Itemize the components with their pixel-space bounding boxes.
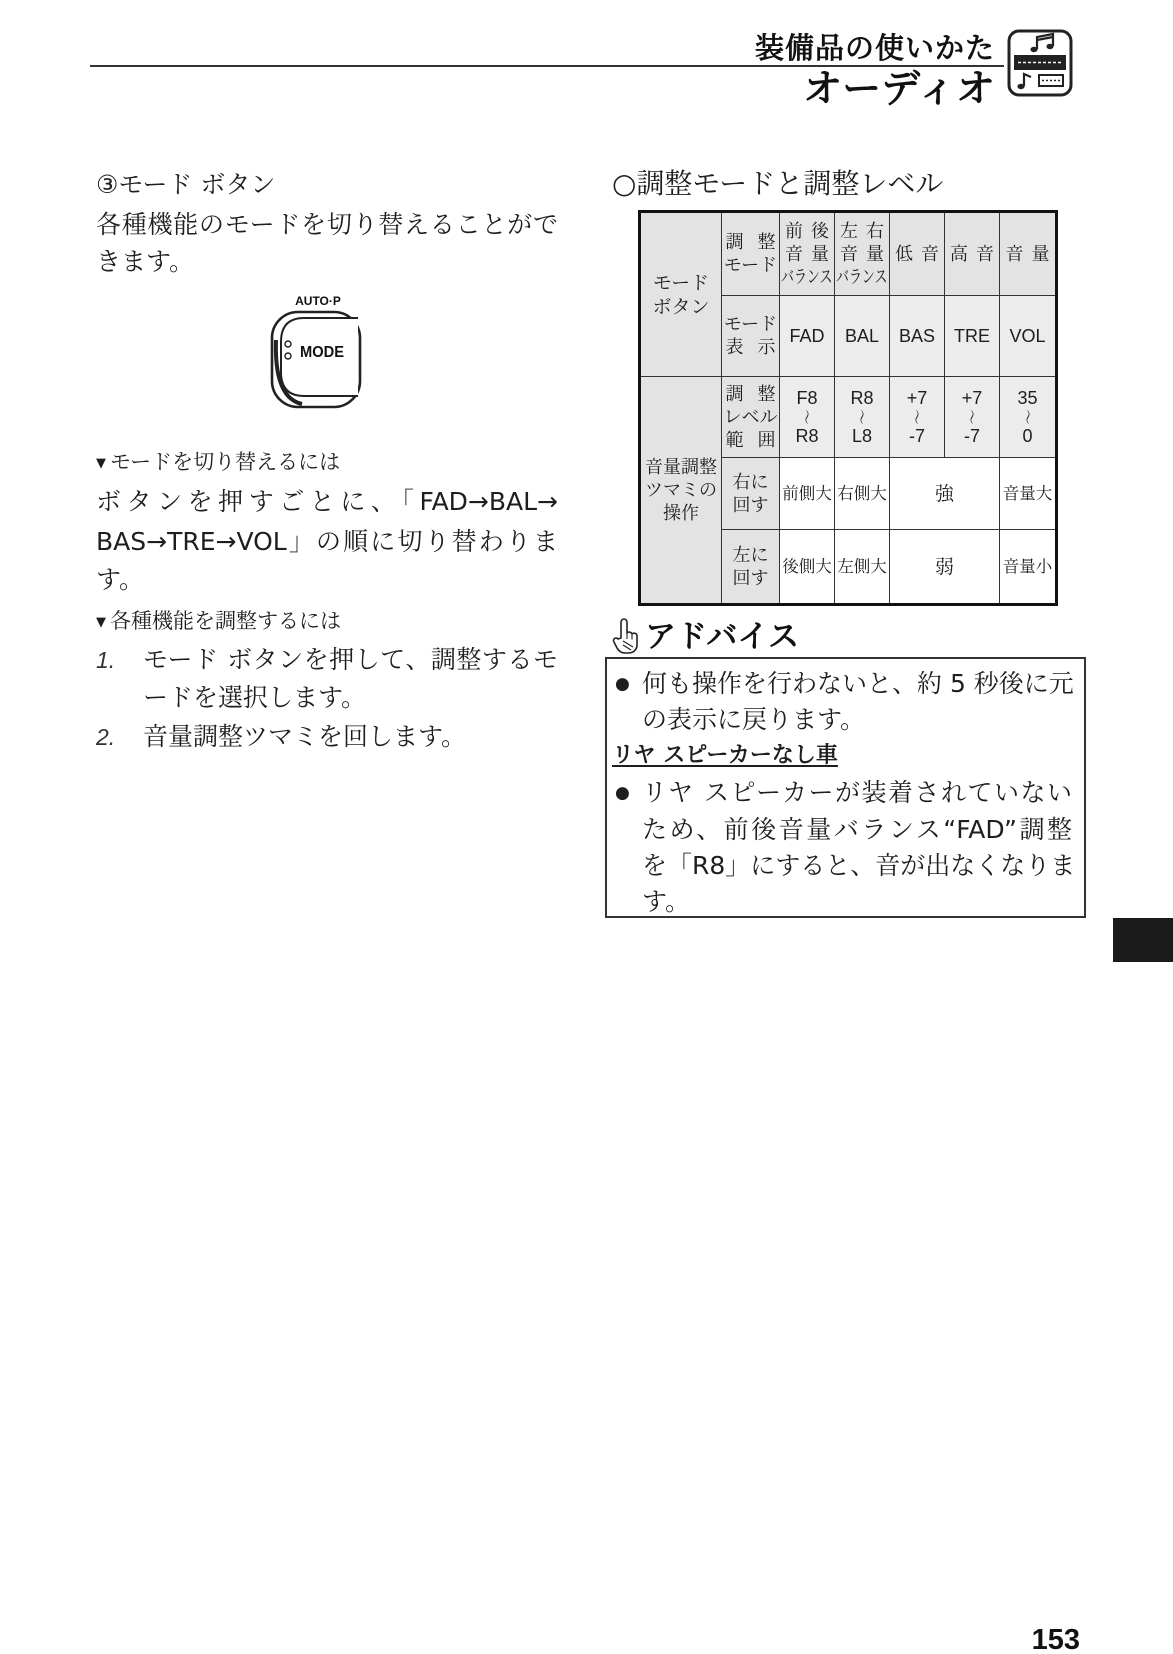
row-label-display: [722, 296, 780, 377]
column-header-bas: [890, 213, 945, 296]
range-cell: [945, 377, 1000, 458]
range-cell: [780, 377, 835, 458]
page-number: 153: [1031, 1624, 1080, 1654]
column-header-line: 前 後: [785, 220, 829, 242]
advice-line: す。: [642, 887, 691, 916]
indicator-dot: [285, 341, 291, 347]
step-number: 2.: [96, 724, 116, 750]
turn-left-cell: [835, 530, 890, 603]
switch-mode-line: ボタンを押すごとに、「FAD→BAL→: [96, 487, 558, 516]
mode-label: MODE: [300, 344, 345, 361]
row-label-line: 右に: [732, 471, 769, 493]
range-to: -7: [908, 426, 925, 446]
table-title: ○調整モードと調整レベル: [612, 167, 944, 200]
display-value: VOL: [1009, 326, 1046, 346]
row-label-line: 回す: [732, 567, 769, 589]
switch-mode-line: す。: [96, 565, 145, 594]
row-label-line: 範 囲: [725, 429, 776, 451]
row-label-mode: [722, 213, 780, 296]
tone-weak: 弱: [934, 555, 954, 578]
turn-left-cell: [780, 530, 835, 603]
tone-strong: 強: [934, 482, 954, 505]
display-value: BAS: [898, 326, 936, 346]
display-cell: [1000, 296, 1055, 377]
adjust-heading: [96, 609, 341, 635]
mode-button-illustration: [262, 290, 372, 415]
display-value: FAD: [789, 326, 825, 346]
advice-line: を「R8」にすると、音が出なくなりま: [642, 851, 1076, 880]
adjust-heading-text: 各種機能を調整するには: [110, 609, 341, 633]
bullet-icon: ●: [615, 783, 630, 803]
group-label-line: 音量調整: [645, 456, 717, 478]
group-label-line: ボタン: [652, 295, 710, 318]
display-value: TRE: [954, 326, 990, 346]
turn-right-tone-cell: [890, 458, 1000, 530]
range-separator: 〜: [1018, 409, 1037, 425]
row-label-turn-left: [722, 530, 780, 603]
advice-line: 何も操作を行わないと、約 5 秒後に元: [642, 669, 1074, 698]
advice-line: ため、前後音量バランス“FAD”調整: [642, 815, 1072, 844]
column-header-line: 音 量: [1005, 243, 1050, 265]
column-header-line: 高 音: [950, 243, 994, 265]
turn-left-value: 音量小: [1002, 556, 1053, 576]
row-label-line: レベル: [723, 406, 778, 428]
turn-right-value: 音量大: [1002, 483, 1053, 503]
group-mode-button: [641, 213, 722, 377]
column-header-line: 音 量: [785, 243, 829, 265]
turn-right-value: 前側大: [782, 483, 832, 503]
page-title: オーディオ: [803, 67, 995, 112]
turn-right-value: 右側大: [837, 483, 887, 503]
row-label-line: 左に: [732, 544, 769, 566]
column-header-vol: [1000, 213, 1055, 296]
column-header-tre: [945, 213, 1000, 296]
range-from: +7: [906, 388, 928, 408]
range-separator: 〜: [962, 409, 981, 425]
range-separator: 〜: [852, 409, 871, 425]
auto-p-label: AUTO·P: [295, 294, 341, 308]
turn-right-cell: [1000, 458, 1055, 530]
step-line: モード ボタンを押して、調整するモ: [143, 645, 558, 674]
row-label-turn-right: [722, 458, 780, 530]
range-to: R8: [795, 426, 819, 446]
column-header-fad: [780, 213, 835, 296]
turn-right-cell: [835, 458, 890, 530]
range-to: -7: [963, 426, 980, 446]
turn-right-cell: [780, 458, 835, 530]
range-cell: [835, 377, 890, 458]
range-from: R8: [850, 388, 874, 408]
intro-line: 各種機能のモードを切り替えることがで: [96, 210, 558, 239]
advice-line: リヤ スピーカーが装着されていない: [642, 778, 1072, 807]
row-label-range: [722, 377, 780, 458]
group-label-line: ツマミの: [645, 479, 717, 501]
range-from: +7: [961, 388, 983, 408]
row-label-line: 回す: [732, 494, 769, 516]
row-label-line: モード: [723, 314, 778, 335]
step-line: ードを選択します。: [143, 683, 367, 712]
triangle-marker-icon: ▼: [96, 456, 106, 471]
turn-left-value: 後側大: [782, 556, 832, 576]
hand-pointer-icon: [612, 617, 640, 655]
column-header-line: 音 量: [840, 243, 884, 265]
turn-left-cell: [1000, 530, 1055, 603]
advice-subheading: リヤ スピーカーなし車: [612, 743, 838, 768]
display-cell: [945, 296, 1000, 377]
range-from: 35: [1017, 388, 1038, 408]
range-cell: [1000, 377, 1055, 458]
section-label: 装備品の使いかた: [754, 31, 995, 65]
switch-mode-line: BAS→TRE→VOL」の順に切り替わりま: [96, 527, 558, 556]
switch-mode-heading: [96, 450, 340, 476]
indicator-dot: [285, 353, 291, 359]
row-label-line: 表 示: [725, 337, 776, 358]
column-header-line: 左 右: [840, 220, 884, 242]
triangle-marker-icon: ▼: [96, 615, 106, 630]
adjustment-table: [638, 210, 1058, 606]
display-cell: [835, 296, 890, 377]
section-tab: [1113, 918, 1173, 962]
turn-left-value: 左側大: [837, 556, 887, 576]
range-from: F8: [796, 388, 818, 408]
advice-line: の表示に戻ります。: [642, 705, 866, 734]
mode-button-heading: ③モード ボタン: [96, 170, 276, 199]
display-cell: [780, 296, 835, 377]
row-label-line: モード: [723, 255, 778, 276]
column-header-line: バランス: [836, 266, 888, 288]
group-volume-knob: [641, 377, 722, 603]
group-label-line: 操作: [663, 502, 699, 524]
step-number: 1.: [96, 647, 116, 673]
column-header-line: バランス: [781, 266, 833, 288]
step-line: 音量調整ツマミを回します。: [143, 722, 467, 751]
display-value: BAL: [844, 326, 880, 346]
advice-title: アドバイス: [645, 619, 800, 655]
range-to: L8: [851, 426, 873, 446]
range-separator: 〜: [907, 409, 926, 425]
group-label-line: モード: [652, 271, 710, 294]
range-separator: 〜: [797, 409, 816, 425]
display-cell: [890, 296, 945, 377]
intro-line: きます。: [96, 247, 195, 276]
audio-music-icon: [1007, 29, 1073, 97]
turn-left-tone-cell: [890, 530, 1000, 603]
switch-mode-heading-text: モードを切り替えるには: [110, 450, 341, 474]
bullet-icon: ●: [615, 674, 630, 694]
column-header-bal: [835, 213, 890, 296]
row-label-line: 調 整: [725, 383, 776, 405]
range-to: 0: [1022, 426, 1033, 446]
column-header-line: 低 音: [895, 243, 939, 265]
range-cell: [890, 377, 945, 458]
row-label-line: 調 整: [725, 232, 776, 253]
